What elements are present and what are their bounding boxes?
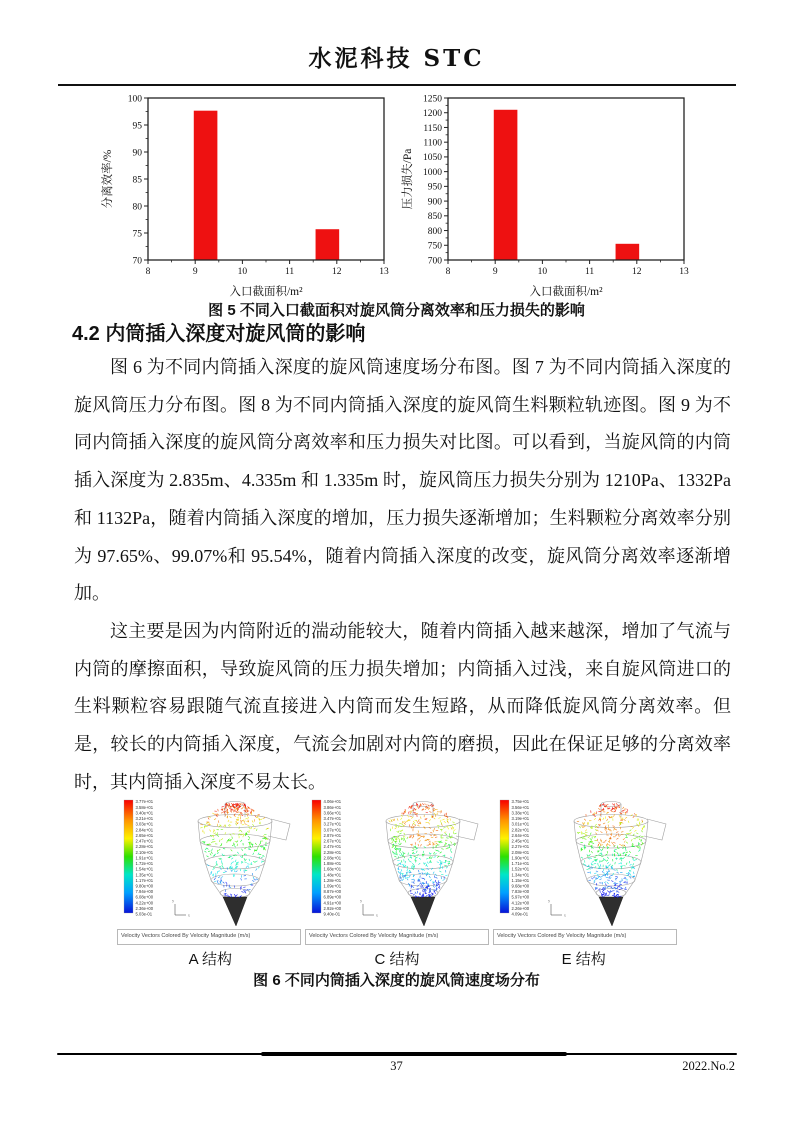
svg-text:950: 950 xyxy=(427,182,442,193)
page-number: 37 xyxy=(390,1059,403,1073)
svg-text:2.28e+01: 2.28e+01 xyxy=(135,844,154,850)
svg-text:x: x xyxy=(188,913,190,918)
svg-text:7.83e+00: 7.83e+00 xyxy=(511,889,530,895)
svg-text:75: 75 xyxy=(132,229,142,240)
svg-text:1.35e+01: 1.35e+01 xyxy=(135,872,154,878)
svg-text:3.19e+01: 3.19e+01 xyxy=(511,816,530,822)
svg-text:13: 13 xyxy=(679,267,689,277)
svg-text:11: 11 xyxy=(285,267,295,277)
svg-text:3.07e+01: 3.07e+01 xyxy=(323,827,342,833)
svg-text:70: 70 xyxy=(132,256,142,267)
svg-text:3.27e+01: 3.27e+01 xyxy=(323,821,342,827)
figure5-caption: 图 5 不同入口截面积对旋风筒分离效率和压力损失的影响 xyxy=(208,302,585,319)
structure-label-c: C 结构 xyxy=(374,951,420,968)
pressure-loss-bar-chart xyxy=(398,88,696,302)
svg-text:4.12e+00: 4.12e+00 xyxy=(511,900,530,906)
svg-text:90: 90 xyxy=(132,148,142,159)
figure5-charts xyxy=(98,88,698,302)
svg-text:6.89e+00: 6.89e+00 xyxy=(323,894,342,900)
cfd-status-caption: Velocity Vectors Colored By Velocity Magnitude (m/s) xyxy=(493,929,677,945)
svg-text:3.21e+01: 3.21e+01 xyxy=(135,816,154,822)
svg-text:2.84e+01: 2.84e+01 xyxy=(135,827,154,833)
svg-text:1150: 1150 xyxy=(423,123,442,134)
figure6-caption: 图 6 不同内筒插入深度的旋风筒速度场分布 xyxy=(253,972,540,989)
svg-text:3.03e+01: 3.03e+01 xyxy=(135,821,154,827)
cfd-velocity-plot-a xyxy=(117,795,301,929)
svg-text:11: 11 xyxy=(585,267,595,277)
svg-text:1.72e+01: 1.72e+01 xyxy=(135,861,154,867)
svg-text:10: 10 xyxy=(237,267,248,277)
svg-text:1.68e+01: 1.68e+01 xyxy=(323,866,342,872)
svg-text:1.09e+01: 1.09e+01 xyxy=(323,883,342,889)
svg-text:4.06e+01: 4.06e+01 xyxy=(323,799,342,805)
svg-text:2.28e+01: 2.28e+01 xyxy=(323,849,342,855)
svg-text:2.87e+01: 2.87e+01 xyxy=(323,832,342,838)
svg-text:1000: 1000 xyxy=(423,167,442,178)
cfd-status-caption: Velocity Vectors Colored By Velocity Magnitude (m/s) xyxy=(117,929,301,945)
svg-text:1.17e+01: 1.17e+01 xyxy=(135,877,154,883)
svg-text:1.90e+01: 1.90e+01 xyxy=(511,855,530,861)
svg-text:1.34e+01: 1.34e+01 xyxy=(511,872,530,878)
svg-text:1.91e+01: 1.91e+01 xyxy=(135,855,154,861)
figure6-structure-labels xyxy=(117,948,677,969)
structure-label-e: E 结构 xyxy=(561,951,606,968)
svg-text:700: 700 xyxy=(427,256,442,267)
svg-text:3.66e+01: 3.66e+01 xyxy=(323,810,342,816)
svg-text:3.77e+01: 3.77e+01 xyxy=(135,799,154,805)
svg-text:5.97e+00: 5.97e+00 xyxy=(511,894,530,900)
svg-text:x: x xyxy=(564,913,566,918)
svg-text:4.91e+00: 4.91e+00 xyxy=(323,900,342,906)
svg-text:1.15e+01: 1.15e+01 xyxy=(511,877,530,883)
svg-text:1050: 1050 xyxy=(423,153,442,164)
svg-text:2.36e+00: 2.36e+00 xyxy=(135,905,154,911)
cfd-velocity-plot-e xyxy=(493,795,677,929)
svg-text:8: 8 xyxy=(445,267,451,277)
svg-text:1.71e+01: 1.71e+01 xyxy=(511,861,530,867)
svg-text:2.10e+01: 2.10e+01 xyxy=(135,849,154,855)
paragraph-2: 这主要是因为内筒附近的湍动能较大，随着内筒插入越来越深，增加了气流与内筒的摩擦面积，导致旋风筒的压力损失增加；内筒插入过浅，来自旋风筒进口的生料颗粒容易跟随气流直接进入内筒而发生短路，从而降低旋风筒分离效率。但是，较长的内筒插入深度，气流会加剧对内筒的磨损，因此在保证足够的分离效率时，其内筒插入深度不易太长。 xyxy=(74,620,731,792)
svg-text:9.40e-01: 9.40e-01 xyxy=(323,911,341,917)
svg-text:压力损失/Pa: 压力损失/Pa xyxy=(402,148,414,210)
svg-text:2.27e+01: 2.27e+01 xyxy=(511,844,530,850)
svg-text:2.47e+01: 2.47e+01 xyxy=(135,838,154,844)
svg-text:2.67e+01: 2.67e+01 xyxy=(323,838,342,844)
svg-text:4.22e+00: 4.22e+00 xyxy=(135,900,154,906)
svg-text:1.54e+01: 1.54e+01 xyxy=(135,866,154,872)
journal-title: 水泥科技 STC xyxy=(308,45,485,72)
svg-text:3.56e+01: 3.56e+01 xyxy=(511,804,530,810)
svg-text:1.28e+01: 1.28e+01 xyxy=(323,877,342,883)
svg-text:x: x xyxy=(376,913,378,918)
svg-text:85: 85 xyxy=(132,175,142,186)
svg-text:100: 100 xyxy=(127,94,142,105)
svg-text:750: 750 xyxy=(427,241,442,252)
issue-number: 2022.No.2 xyxy=(682,1059,735,1073)
svg-text:1.48e+01: 1.48e+01 xyxy=(323,872,342,878)
svg-text:13: 13 xyxy=(379,267,389,277)
section-heading: 4.2 内筒插入深度对旋风筒的影响 xyxy=(72,323,366,345)
svg-text:3.75e+01: 3.75e+01 xyxy=(511,799,530,805)
cfd-velocity-panel-c xyxy=(305,795,489,945)
svg-text:3.40e+01: 3.40e+01 xyxy=(135,810,154,816)
svg-text:3.38e+01: 3.38e+01 xyxy=(511,810,530,816)
svg-text:900: 900 xyxy=(427,197,442,208)
svg-text:入口截面积/m²: 入口截面积/m² xyxy=(529,286,603,298)
separation-efficiency-bar-chart xyxy=(98,88,396,302)
figure6-panels xyxy=(117,795,677,945)
svg-text:2.47e+01: 2.47e+01 xyxy=(323,844,342,850)
svg-text:800: 800 xyxy=(427,226,442,237)
svg-text:1250: 1250 xyxy=(423,94,442,105)
svg-text:入口截面积/m²: 入口截面积/m² xyxy=(229,286,303,298)
svg-text:12: 12 xyxy=(632,267,642,277)
svg-text:2.26e+00: 2.26e+00 xyxy=(511,905,530,911)
svg-text:2.08e+01: 2.08e+01 xyxy=(323,855,342,861)
footer-divider xyxy=(57,1052,737,1055)
svg-text:850: 850 xyxy=(427,212,442,223)
svg-text:2.82e+01: 2.82e+01 xyxy=(511,827,530,833)
svg-text:12: 12 xyxy=(332,267,342,277)
svg-text:9: 9 xyxy=(192,267,198,277)
cfd-velocity-plot-c xyxy=(305,795,489,929)
svg-text:2.92e+00: 2.92e+00 xyxy=(323,905,342,911)
paragraph-1: 图 6 为不同内筒插入深度的旋风筒速度场分布图。图 7 为不同内筒插入深度的旋风筒压力分布图。图 8 为不同内筒插入深度的旋风筒生料颗粒轨迹图。图 9 为不同内筒插入深度的旋风筒分离效率和压力损失对比图。可以看到，当旋风筒的内筒插入深度为 2.835m、4.335m 和 1.335m 时，旋风筒压力损失分别为 1210Pa、1332Pa 和 1132Pa，随着内筒插入深度的增加，压力损失逐渐增加；生料颗粒分离效率分别为 97.65%、99.07%和 95.54%，随着内筒插入深度的改变，旋风筒分离效率逐渐增加。 xyxy=(74,357,731,604)
svg-text:3.58e+01: 3.58e+01 xyxy=(135,804,154,810)
svg-text:3.86e+01: 3.86e+01 xyxy=(323,804,342,810)
svg-text:9.80e+00: 9.80e+00 xyxy=(135,883,154,889)
svg-text:80: 80 xyxy=(132,202,142,213)
svg-text:3.47e+01: 3.47e+01 xyxy=(323,816,342,822)
body-text xyxy=(74,349,731,797)
svg-text:8.87e+00: 8.87e+00 xyxy=(323,889,342,895)
svg-text:5.03e-01: 5.03e-01 xyxy=(135,911,153,917)
svg-text:2.64e+01: 2.64e+01 xyxy=(511,832,530,838)
svg-text:9: 9 xyxy=(492,267,498,277)
svg-text:分离效率/%: 分离效率/% xyxy=(102,149,114,209)
svg-text:4.09e-01: 4.09e-01 xyxy=(511,911,529,917)
cfd-status-caption: Velocity Vectors Colored By Velocity Magnitude (m/s) xyxy=(305,929,489,945)
svg-text:95: 95 xyxy=(132,121,142,132)
svg-text:2.65e+01: 2.65e+01 xyxy=(135,832,154,838)
svg-text:1100: 1100 xyxy=(423,138,442,149)
header-divider xyxy=(58,84,736,86)
svg-text:1.52e+01: 1.52e+01 xyxy=(511,866,530,872)
svg-text:6.08e+00: 6.08e+00 xyxy=(135,894,154,900)
svg-text:8: 8 xyxy=(145,267,151,277)
svg-text:2.45e+01: 2.45e+01 xyxy=(511,838,530,844)
cfd-velocity-panel-a xyxy=(117,795,301,945)
svg-text:y: y xyxy=(548,899,550,903)
svg-text:2.08e+01: 2.08e+01 xyxy=(511,849,530,855)
svg-text:y: y xyxy=(360,899,362,903)
svg-text:9.68e+00: 9.68e+00 xyxy=(511,883,530,889)
svg-text:7.94e+00: 7.94e+00 xyxy=(135,889,154,895)
svg-text:1.88e+01: 1.88e+01 xyxy=(323,861,342,867)
svg-text:y: y xyxy=(172,899,174,903)
svg-text:1200: 1200 xyxy=(423,109,442,120)
structure-label-a: A 结构 xyxy=(188,951,233,968)
svg-text:10: 10 xyxy=(537,267,548,277)
svg-text:3.01e+01: 3.01e+01 xyxy=(511,821,530,827)
cfd-velocity-panel-e xyxy=(493,795,677,945)
